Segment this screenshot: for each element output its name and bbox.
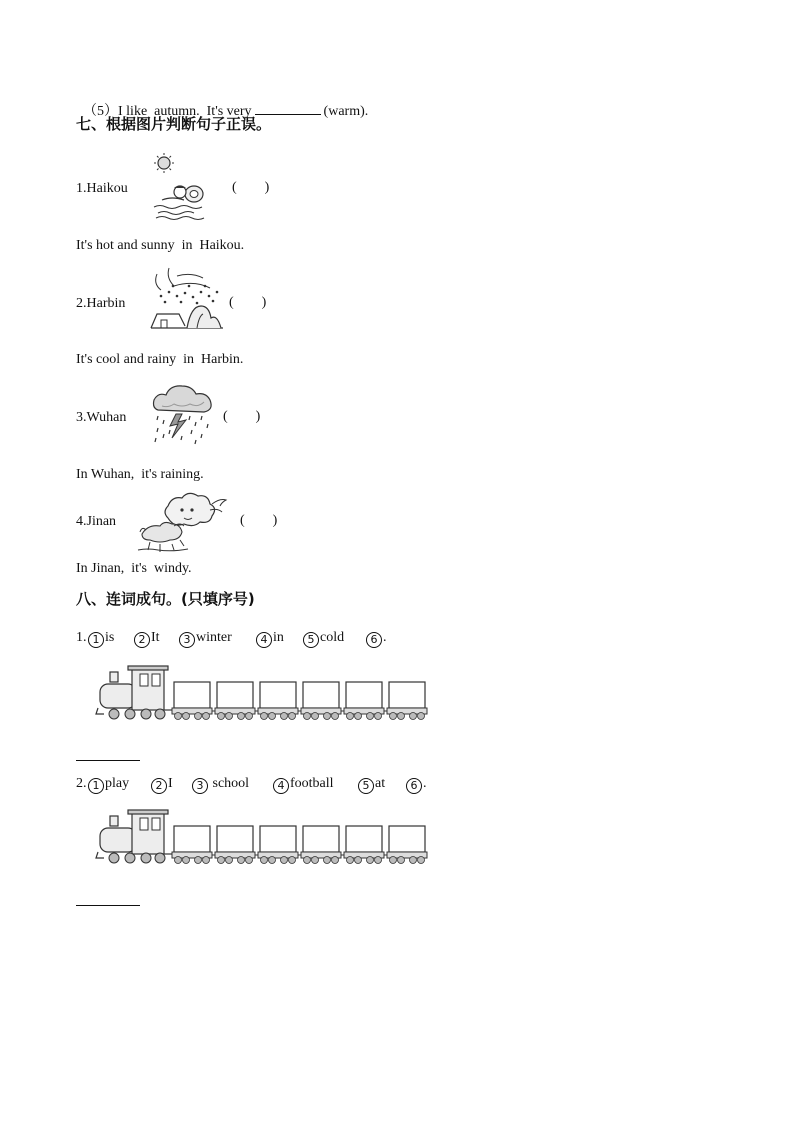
item-2-answer-paren[interactable]: ( )	[229, 295, 267, 310]
q2-number: 2.	[76, 776, 87, 791]
q1-word-3-text: winter	[196, 630, 232, 645]
q1-word-5	[303, 629, 344, 648]
item-4-sentence: In Jinan, it's windy.	[76, 561, 192, 576]
section-8-heading: 八、连词成句。(只填序号)	[76, 590, 255, 608]
q2-word-2	[151, 775, 173, 794]
item-3-label: 3.Wuhan	[76, 410, 127, 425]
q1-word-1-text: is	[105, 630, 115, 645]
q1-word-2	[134, 629, 160, 648]
q2-word-5-text: at	[375, 776, 386, 791]
q2-word-3-text: school	[209, 776, 250, 791]
q2-word-2-text: I	[168, 776, 173, 791]
q1-word-6-text: .	[383, 630, 387, 645]
q2-word-3-number: 3	[192, 778, 208, 794]
item-2-sentence: It's cool and rainy in Harbin.	[76, 352, 244, 367]
question-5-suffix: (warm).	[323, 104, 369, 119]
q1-answer-line[interactable]	[76, 760, 140, 761]
q2-word-1	[88, 775, 129, 794]
item-4-answer-paren[interactable]: ( )	[240, 513, 278, 528]
item-3-answer-paren[interactable]: ( )	[223, 409, 261, 424]
q2-answer-line[interactable]	[76, 905, 140, 906]
q1-word-1	[88, 629, 114, 648]
q2-word-6-text: .	[423, 776, 427, 791]
item-4-label: 4.Jinan	[76, 514, 117, 529]
q2-word-2-number: 2	[151, 778, 167, 794]
q2-word-5-number: 5	[358, 778, 374, 794]
q2-word-4-number: 4	[273, 778, 289, 794]
section-7-heading: 七、根据图片判断句子正误。	[76, 115, 272, 133]
q2-word-4	[273, 775, 334, 794]
q1-word-5-text: cold	[320, 630, 345, 645]
q1-word-4	[256, 629, 284, 648]
q2-word-5	[358, 775, 385, 794]
train-icon	[96, 664, 432, 722]
item-3-sentence: In Wuhan, it's raining.	[76, 467, 204, 482]
q2-word-4-text: football	[290, 776, 334, 791]
wind-cloud-icon	[138, 490, 230, 552]
q2-word-1-number: 1	[88, 778, 104, 794]
q2-word-1-text: play	[105, 776, 130, 791]
sun-swimmer-icon	[150, 152, 210, 220]
q1-word-3-number: 3	[179, 632, 195, 648]
q2-word-6-number: 6	[406, 778, 422, 794]
q2-word-6	[406, 775, 427, 794]
q2-word-3	[192, 775, 249, 794]
train-icon	[96, 808, 432, 866]
q1-word-3	[179, 629, 232, 648]
storm-cloud-icon	[152, 384, 212, 444]
q1-word-6	[366, 629, 387, 648]
q1-word-1-number: 1	[88, 632, 104, 648]
q1-number: 1.	[76, 630, 87, 645]
q1-word-2-number: 2	[134, 632, 150, 648]
q1-word-4-text: in	[273, 630, 284, 645]
q1-word-6-number: 6	[366, 632, 382, 648]
question-5-prefix: （5）I like autumn. It's very	[83, 104, 252, 119]
q1-word-2-text: It	[151, 630, 160, 645]
item-2-label: 2.Harbin	[76, 296, 126, 311]
item-1-sentence: It's hot and sunny in Haikou.	[76, 238, 245, 253]
q1-word-4-number: 4	[256, 632, 272, 648]
snow-house-icon	[147, 266, 223, 332]
q1-word-5-number: 5	[303, 632, 319, 648]
item-1-answer-paren[interactable]: ( )	[232, 180, 270, 195]
item-1-label: 1.Haikou	[76, 181, 128, 196]
